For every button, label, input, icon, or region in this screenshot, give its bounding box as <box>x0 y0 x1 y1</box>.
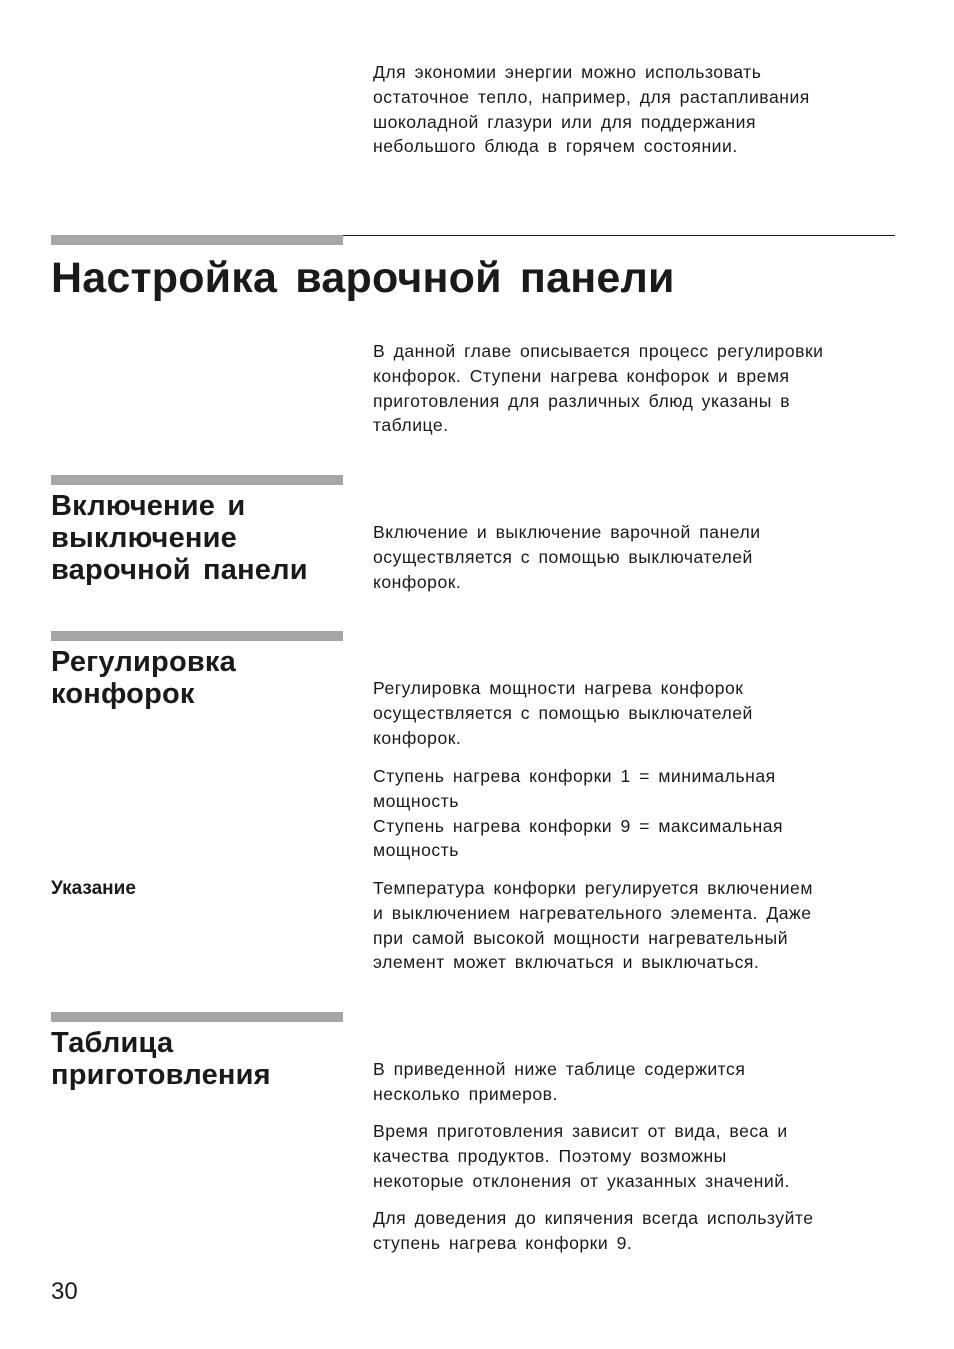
text-line: шоколадной глазури или для поддержания <box>373 111 756 132</box>
text-line: осуществляется с помощью выключателей <box>373 702 753 723</box>
heading-line: Таблица <box>51 1027 174 1059</box>
text-line: некоторые отклонения от указанных значений. <box>373 1170 790 1191</box>
chapter-intro-paragraph <box>373 339 895 438</box>
boiling-paragraph <box>373 1206 895 1256</box>
text-line: В приведенной ниже таблице содержится <box>373 1059 746 1079</box>
text-line: несколько примеров. <box>373 1083 558 1104</box>
text-line: остаточное тепло, например, для растапливания <box>373 86 810 107</box>
section-divider-bar <box>51 475 343 485</box>
text-line: качества продуктов. Поэтому возможны <box>373 1145 727 1166</box>
heading-line: Включение и <box>51 490 246 522</box>
intro-note-paragraph <box>373 60 895 159</box>
text-line: элемент может включаться и выключаться. <box>373 952 760 973</box>
text-line: В данной главе описывается процесс регулировки <box>373 341 824 361</box>
text-line: Ступень нагрева конфорки 1 = минимальная <box>373 766 776 786</box>
text-line: при самой высокой мощности нагревательный <box>373 927 789 948</box>
note-paragraph <box>373 876 895 975</box>
text-line: Для доведения до кипячения всегда используйте <box>373 1208 814 1228</box>
cooking-time-paragraph <box>373 1119 895 1193</box>
chapter-grey-bar <box>51 235 343 245</box>
text-line: конфорок. <box>373 727 462 748</box>
heat-levels-paragraph <box>373 764 895 863</box>
text-line: небольшого блюда в горячем состоянии. <box>373 136 738 157</box>
table-intro-paragraph <box>373 1057 895 1107</box>
heading-line: приготовления <box>51 1059 271 1091</box>
text-line: Для экономии энергии можно использовать <box>373 62 762 82</box>
text-line: осуществляется с помощью выключателей <box>373 546 753 567</box>
section-heading-cooking-table <box>51 1027 271 1091</box>
text-line: Ступень нагрева конфорки 9 = максимальная <box>373 815 784 836</box>
heading-line: выключение <box>51 522 237 554</box>
text-line: мощность <box>373 790 459 811</box>
section-divider-bar <box>51 1012 343 1022</box>
heading-line: конфорок <box>51 678 195 710</box>
section-heading-on-off <box>51 490 308 586</box>
section-divider-bar <box>51 631 343 641</box>
text-line: таблице. <box>373 415 449 436</box>
section-heading-regulation <box>51 646 236 710</box>
text-line: приготовления для различных блюд указаны в <box>373 390 791 411</box>
text-line: Время приготовления зависит от вида, веса и <box>373 1121 788 1141</box>
text-line: Регулировка мощности нагрева конфорок <box>373 678 744 698</box>
chapter-rule-line <box>343 235 895 236</box>
chapter-title: Настройка варочной панели <box>51 254 675 302</box>
text-line: конфорок. Ступени нагрева конфорок и время <box>373 365 790 386</box>
text-line: мощность <box>373 840 459 861</box>
heading-line: варочной панели <box>51 554 308 586</box>
heading-line: Регулировка <box>51 646 236 678</box>
regulation-paragraph <box>373 676 895 750</box>
page-number: 30 <box>51 1278 78 1305</box>
text-line: Температура конфорки регулируется включением <box>373 878 813 898</box>
text-line: ступень нагрева конфорки 9. <box>373 1232 633 1253</box>
note-label: Указание <box>51 878 136 899</box>
on-off-paragraph <box>373 520 895 594</box>
text-line: Включение и выключение варочной панели <box>373 522 761 542</box>
text-line: и выключением нагревательного элемента. Даже <box>373 902 812 923</box>
text-line: конфорок. <box>373 571 462 592</box>
